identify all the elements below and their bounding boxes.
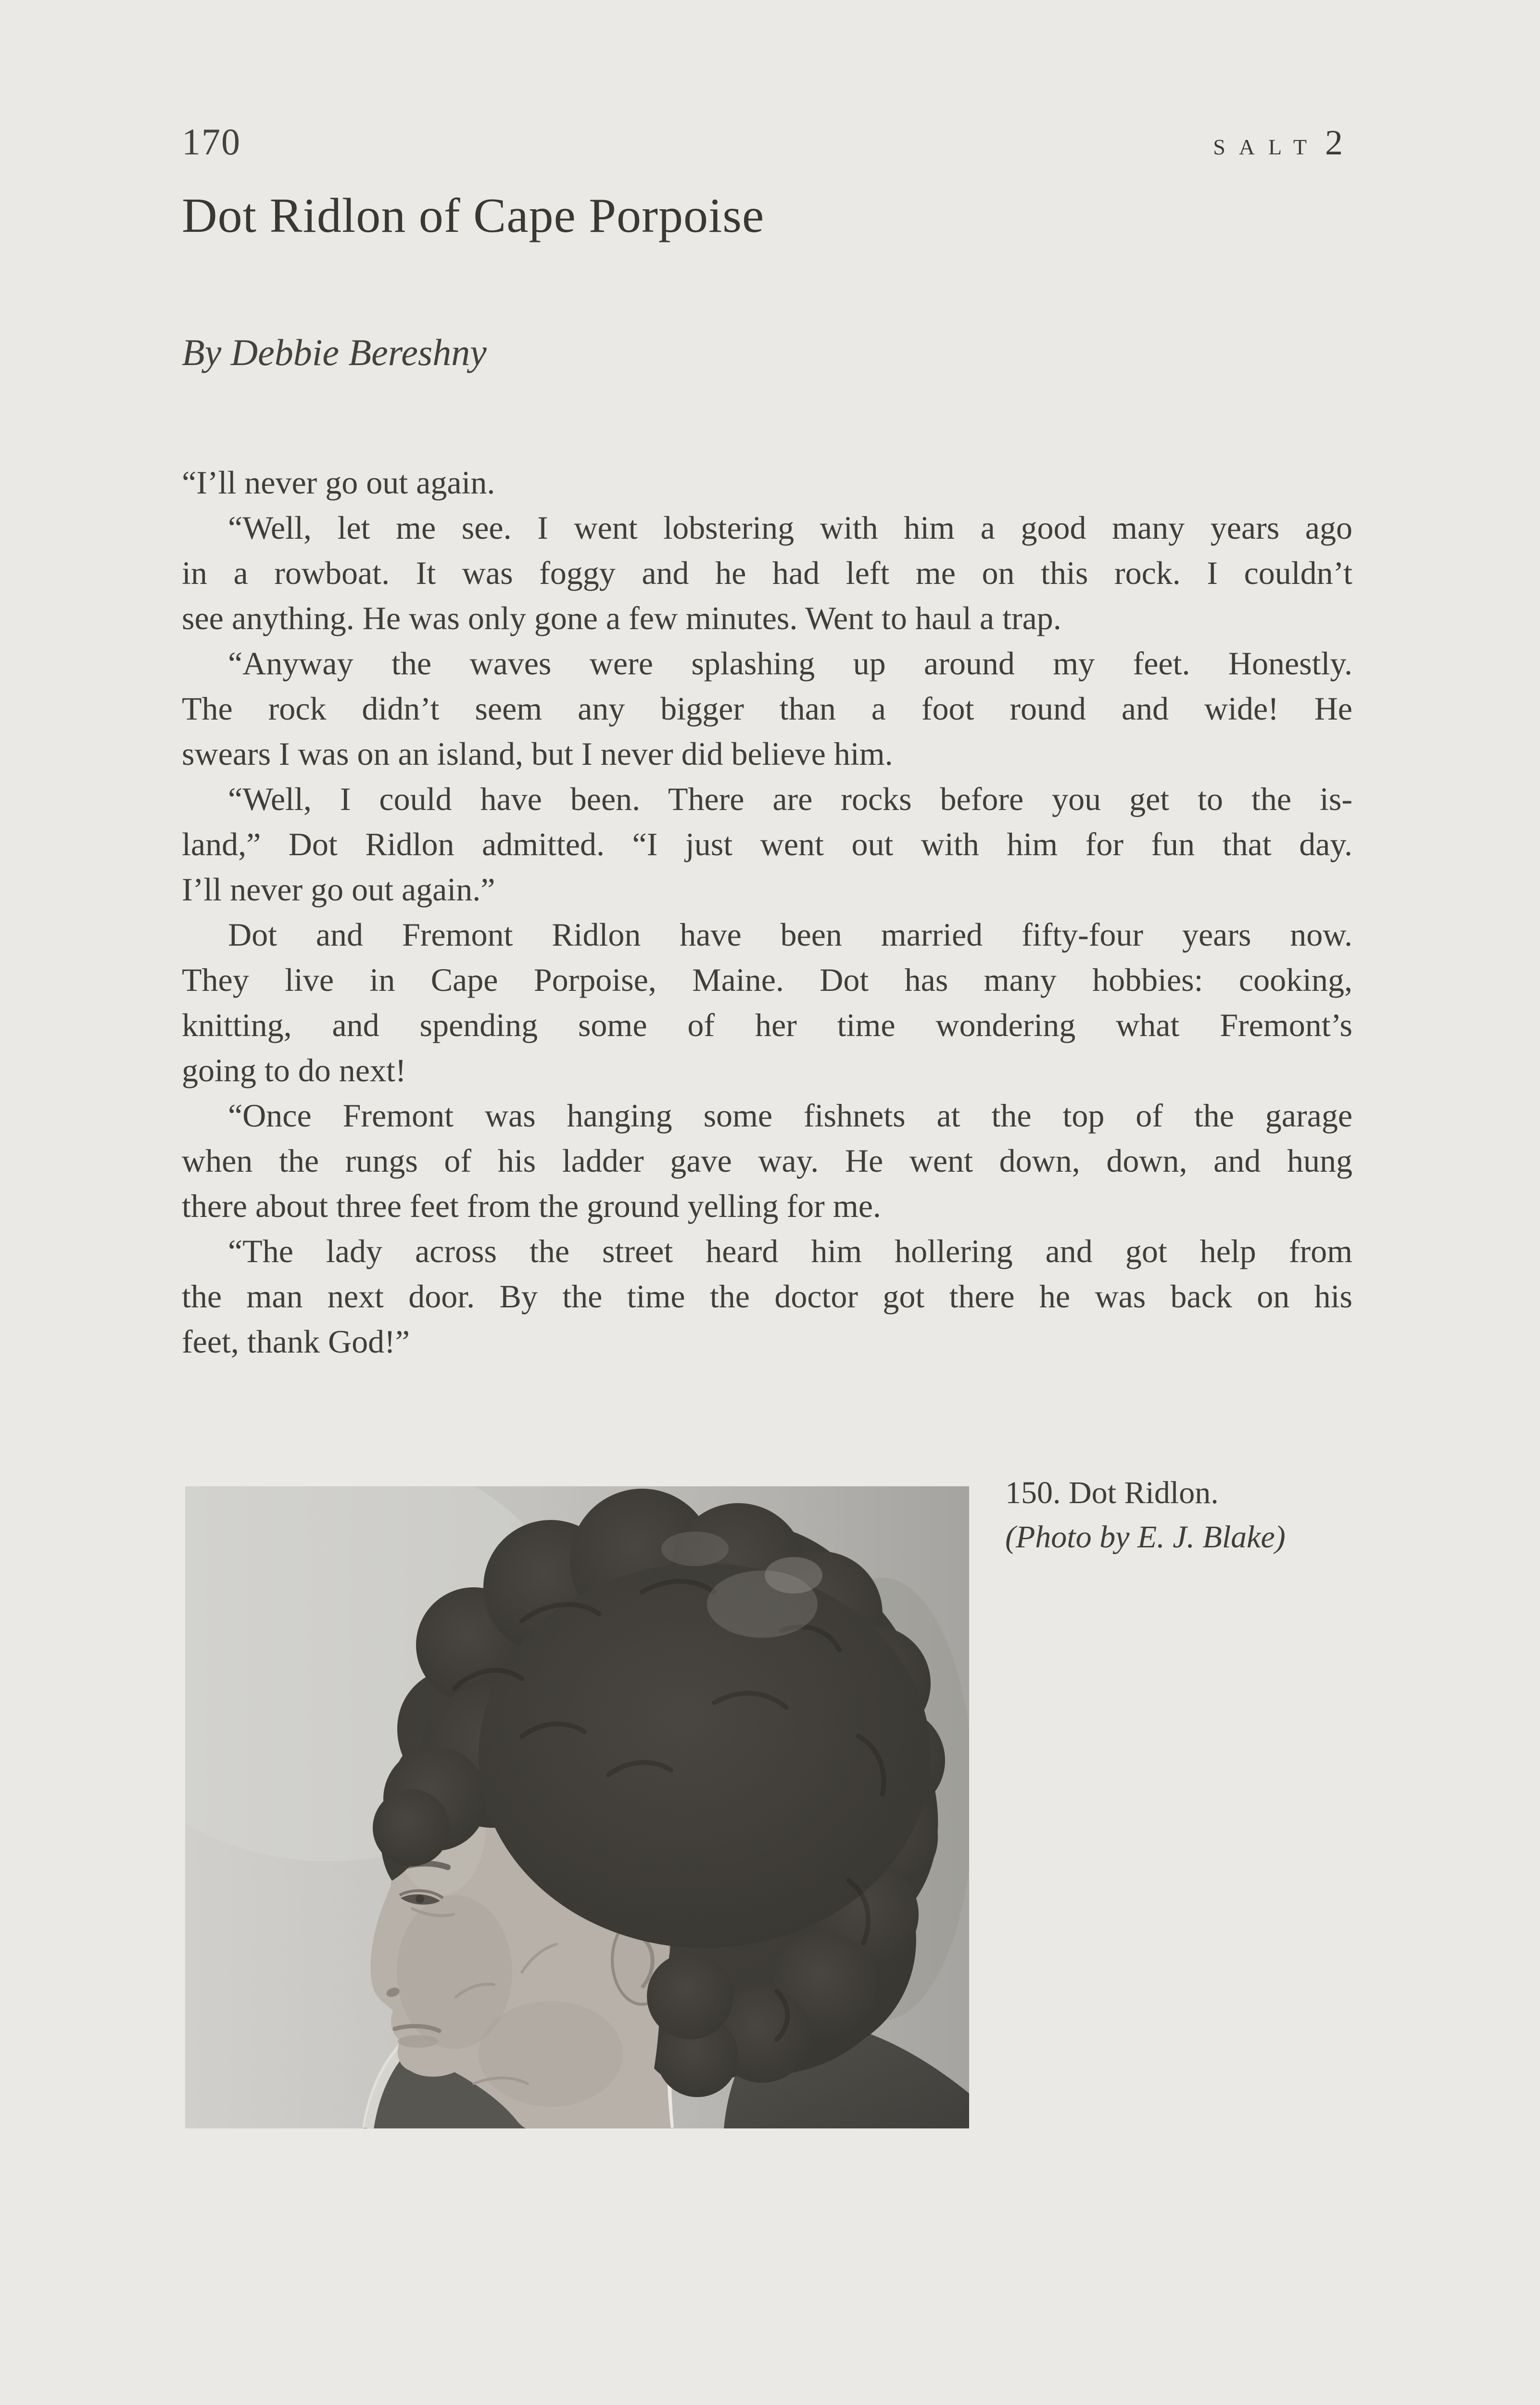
text-line: “The lady across the street heard him hollering and got help from xyxy=(228,1233,1352,1269)
article-title: Dot Ridlon of Cape Porpoise xyxy=(182,189,765,243)
running-title xyxy=(1213,125,1343,161)
text-line: land,” Dot Ridlon admitted. “I just went out with him for fun that day. xyxy=(182,826,1352,862)
page-number: 170 xyxy=(182,121,241,163)
text-line: swears I was on an island, but I never did believe him. xyxy=(182,735,893,772)
text-line: “I’ll never go out again. xyxy=(182,464,495,501)
text-line: The rock didn’t seem any bigger than a foot round and wide! He xyxy=(182,690,1352,727)
running-head xyxy=(182,123,1343,161)
byline: By Debbie Bereshny xyxy=(182,331,487,373)
portrait-photo xyxy=(185,1486,969,2128)
journal-name: SALT xyxy=(1213,135,1320,159)
figure-caption xyxy=(1005,1471,1361,1559)
text-line: “Well, let me see. I went lobstering with him a good many years ago xyxy=(228,509,1352,546)
text-line: see anything. He was only gone a few minutes. Went to haul a trap. xyxy=(182,600,1061,636)
figure-caption-number: 150. Dot Ridlon. xyxy=(1005,1475,1219,1510)
dot-ridlon-portrait-illustration xyxy=(185,1486,969,2128)
text-line: the man next door. By the time the doctor got there he was back on his xyxy=(182,1278,1352,1315)
text-line: when the rungs of his ladder gave way. He went down, down, and hung xyxy=(182,1142,1352,1179)
text-line: going to do next! xyxy=(182,1052,406,1089)
text-line: “Well, I could have been. There are rocks before you get to the is- xyxy=(228,781,1352,817)
figure-caption-credit: (Photo by E. J. Blake) xyxy=(1005,1519,1286,1555)
text-line: They live in Cape Porpoise, Maine. Dot has many hobbies: cooking, xyxy=(182,962,1352,998)
text-line: “Anyway the waves were splashing up around my feet. Honestly. xyxy=(228,645,1352,682)
issue-number: 2 xyxy=(1325,123,1343,163)
text-line: there about three feet from the ground yelling for me. xyxy=(182,1188,881,1224)
text-line: feet, thank God!” xyxy=(182,1323,410,1360)
text-line: in a rowboat. It was foggy and he had left me on this rock. I couldn’t xyxy=(182,555,1352,591)
text-line: “Once Fremont was hanging some fishnets at the top of the garage xyxy=(228,1097,1352,1134)
text-line: I’ll never go out again.” xyxy=(182,871,495,908)
article-body xyxy=(182,460,1352,1364)
text-line: Dot and Fremont Ridlon have been married fifty-four years now. xyxy=(228,916,1352,953)
text-line: knitting, and spending some of her time wondering what Fremont’s xyxy=(182,1007,1352,1043)
